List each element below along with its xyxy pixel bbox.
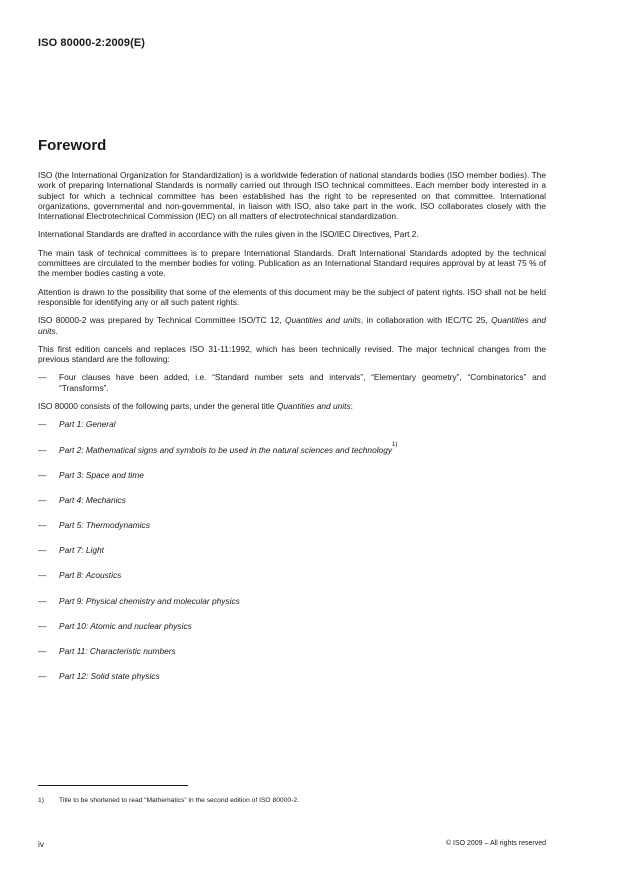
change-list-item [38, 372, 546, 393]
part-title: Part 2: Mathematical signs and symbols to be used in the natural sciences and technology [59, 444, 393, 455]
dash-marker: — [38, 520, 47, 531]
dash-marker: — [38, 419, 47, 430]
series-intro-text: ISO 80000 consists of the following parts, under the general title [38, 401, 277, 412]
dash-marker: — [38, 372, 47, 383]
part-title: Part 4: Mechanics [59, 494, 126, 505]
part-list-item [38, 621, 546, 646]
prepared-italic-2: Quantities and units [38, 315, 547, 336]
dash-marker: — [38, 646, 47, 657]
dash-marker: — [38, 494, 47, 505]
part-title: Part 7: Light [59, 545, 104, 556]
dash-marker: — [38, 595, 47, 606]
part-list-item [38, 596, 546, 621]
dash-marker: — [38, 570, 47, 581]
part-title: Part 10: Atomic and nuclear physics [59, 620, 192, 631]
dash-marker: — [38, 671, 47, 682]
paragraph-patent-rights: Attention is drawn to the possibility that some of the elements of this document may be the subject of patent rights. ISO shall not be held responsible for identifying any or all such patent rights. [38, 286, 546, 307]
foreword-body [38, 170, 546, 696]
prepared-text-3: . [55, 325, 58, 336]
part-title: Part 1: General [59, 419, 116, 430]
part-list-item [38, 495, 546, 520]
part-list-item [38, 520, 546, 545]
copyright-notice: © ISO 2009 – All rights reserved [445, 840, 546, 847]
part-title: Part 11: Characteristic numbers [59, 646, 176, 657]
dash-marker: — [38, 444, 47, 455]
part-title: Part 9: Physical chemistry and molecular physics [59, 595, 240, 606]
page-number: iv [38, 839, 44, 849]
paragraph-edition: This first edition cancels and replaces ISO 31-11:1992, which has been technically revised. The major technical changes from the previous standard are the following: [38, 343, 546, 365]
paragraph-prepared-by [38, 315, 546, 336]
dash-marker: — [38, 620, 47, 631]
paragraph-main-task: The main task of technical committees is to prepare International Standards. Draft International Standards adopted by the technical committees are circulated to the member bodies for voting. Publication as an International Standard requires approval by at least 75 % of the member bodies casting a vote. [38, 247, 546, 279]
footnote-divider [38, 785, 188, 786]
footnote-number: 1) [38, 797, 44, 804]
prepared-text-2: , in collaboration with IEC/TC 25, [360, 315, 492, 326]
part-title: Part 12: Solid state physics [59, 671, 160, 682]
series-intro-end: : [350, 401, 353, 412]
part-list-item [38, 646, 546, 671]
footnote [38, 797, 299, 804]
change-text: Four clauses have been added, i.e. “Standard number sets and intervals”, “Elementary geometry”, “Combinatorics” and “Transforms”. [59, 372, 546, 393]
dash-marker: — [38, 469, 47, 480]
document-id-header: ISO 80000-2:2009(E) [38, 37, 146, 49]
prepared-italic-1: Quantities and units [284, 315, 361, 326]
dash-marker: — [38, 545, 47, 556]
series-intro-italic: Quantities and units [276, 401, 351, 412]
part-list-item: — Part 2: Mathematical signs and symbols to be used in the natural sciences and technology 1) [38, 441, 398, 455]
paragraph-iso-intro: ISO (the International Organization for Standardization) is a worldwide federation of national standards bodies (ISO member bodies). The work of preparing International Standards is normally carried out through ISO technical committees. Each member body interested in a subject for which a technical committee has been established has the right to be represented on that committee. International organizations, governmental and non-governmental, in liaison with ISO, also take part in the work. ISO collaborates closely with the International Electrotechnical Commission (IEC) on all matters of electrotechnical standardization. [38, 170, 546, 222]
paragraph-directives: International Standards are drafted in accordance with the rules given in the ISO/IEC Directives, Part 2. [38, 229, 419, 240]
footnote-text: Title to be shortened to read “Mathematics” in the second edition of ISO 80000-2. [59, 797, 299, 804]
paragraph-series-intro [38, 401, 546, 411]
part-title: Part 8: Acoustics [59, 570, 122, 581]
prepared-text-1: ISO 80000-2 was prepared by Technical Committee ISO/TC 12, [38, 315, 285, 326]
parts-list [38, 419, 546, 696]
part-list-item [38, 470, 546, 495]
section-title: Foreword [38, 137, 107, 154]
part-title: Part 3: Space and time [59, 469, 144, 480]
part-list-item [38, 545, 546, 570]
part-title: Part 5: Thermodynamics [59, 520, 150, 531]
part-list-item [38, 570, 546, 595]
part-list-item [38, 671, 546, 696]
part-list-item [38, 419, 546, 444]
